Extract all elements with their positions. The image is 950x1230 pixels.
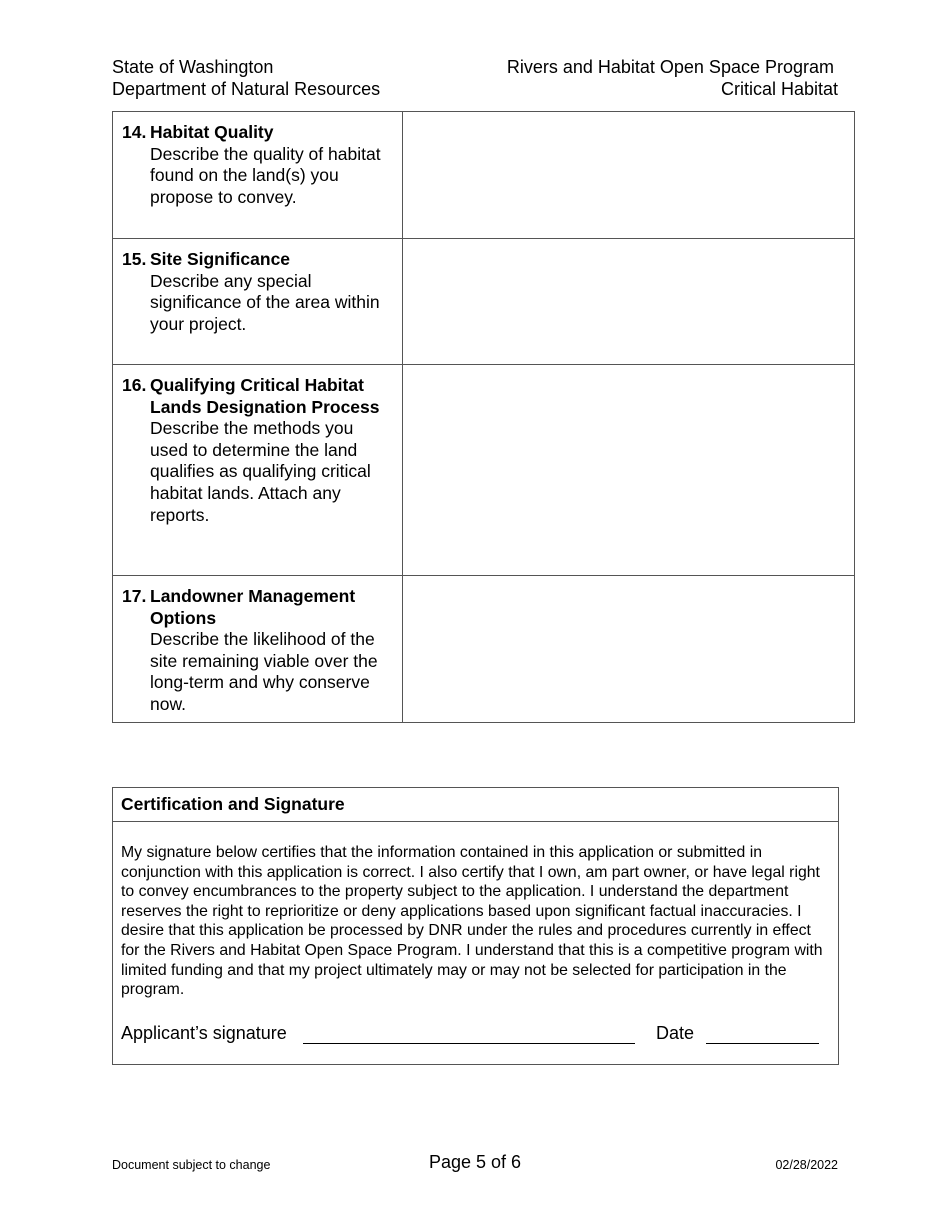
question-title: Qualifying Critical Habitat Lands Designation Process	[150, 375, 380, 417]
header-section: Critical Habitat	[720, 79, 838, 99]
site-significance-answer-field[interactable]	[403, 239, 855, 365]
question-title: Landowner Management Options	[150, 586, 356, 628]
certification-statement: My signature below certifies that the information contained in this application or submitted in conjunction with this application is correct. I also certify that I own, am part owner, or have legal right to convey encumbrances to the property subject to the application. I understand the department reserves the right to reprioritize or deny applications based upon significant factual inaccuracies. I desire that this application be processed by DNR under the rules and procedures currently in effect for the Rivers and Habitat Open Space Program. I understand that this is a competitive program with limited funding and that my project ultimately may or may not be selected for participation in the program.	[121, 844, 823, 999]
question-row-15	[113, 239, 855, 365]
question-number: 15.	[122, 249, 147, 269]
habitat-quality-answer-field[interactable]	[403, 112, 855, 239]
page-number: Page 5 of 6	[428, 1152, 522, 1172]
header-state: State of Washington	[112, 57, 274, 77]
question-description: Describe the quality of habitat found on the land(s) you propose to convey.	[150, 143, 381, 207]
signature-label: Applicant’s signature	[121, 1023, 287, 1043]
question-cell	[113, 576, 403, 723]
question-cell	[113, 365, 403, 576]
question-description: Describe the likelihood of the site remaining viable over the long-term and why conserve now.	[150, 629, 378, 714]
header-left	[112, 56, 380, 100]
header-right	[507, 56, 838, 100]
signature-line[interactable]	[303, 1043, 635, 1044]
question-number: 16.	[122, 375, 147, 395]
question-row-16	[113, 365, 855, 576]
footer-disclaimer: Document subject to change	[112, 1158, 271, 1172]
certification-heading: Certification and Signature	[113, 788, 838, 822]
question-cell	[113, 239, 403, 365]
question-number: 14.	[122, 122, 147, 142]
question-title: Habitat Quality	[150, 122, 274, 142]
question-row-17	[113, 576, 855, 723]
question-cell	[113, 112, 403, 239]
question-title: Site Significance	[150, 249, 291, 269]
signature-row	[121, 1022, 821, 1044]
question-description: Describe the methods you used to determine the land qualifies as qualifying critical habitat lands. Attach any reports.	[150, 418, 371, 525]
date-label: Date	[656, 1023, 695, 1043]
header-program: Rivers and Habitat Open Space Program	[506, 57, 834, 77]
question-description: Describe any special significance of the area within your project.	[150, 270, 380, 334]
designation-process-answer-field[interactable]	[403, 365, 855, 576]
application-questions-table	[112, 111, 855, 723]
question-row-14	[113, 112, 855, 239]
management-options-answer-field[interactable]	[403, 576, 855, 723]
certification-box	[112, 787, 839, 1065]
date-line[interactable]	[706, 1043, 819, 1044]
question-number: 17.	[122, 586, 147, 606]
header-department: Department of Natural Resources	[112, 79, 381, 99]
footer-date: 02/28/2022	[775, 1158, 838, 1172]
